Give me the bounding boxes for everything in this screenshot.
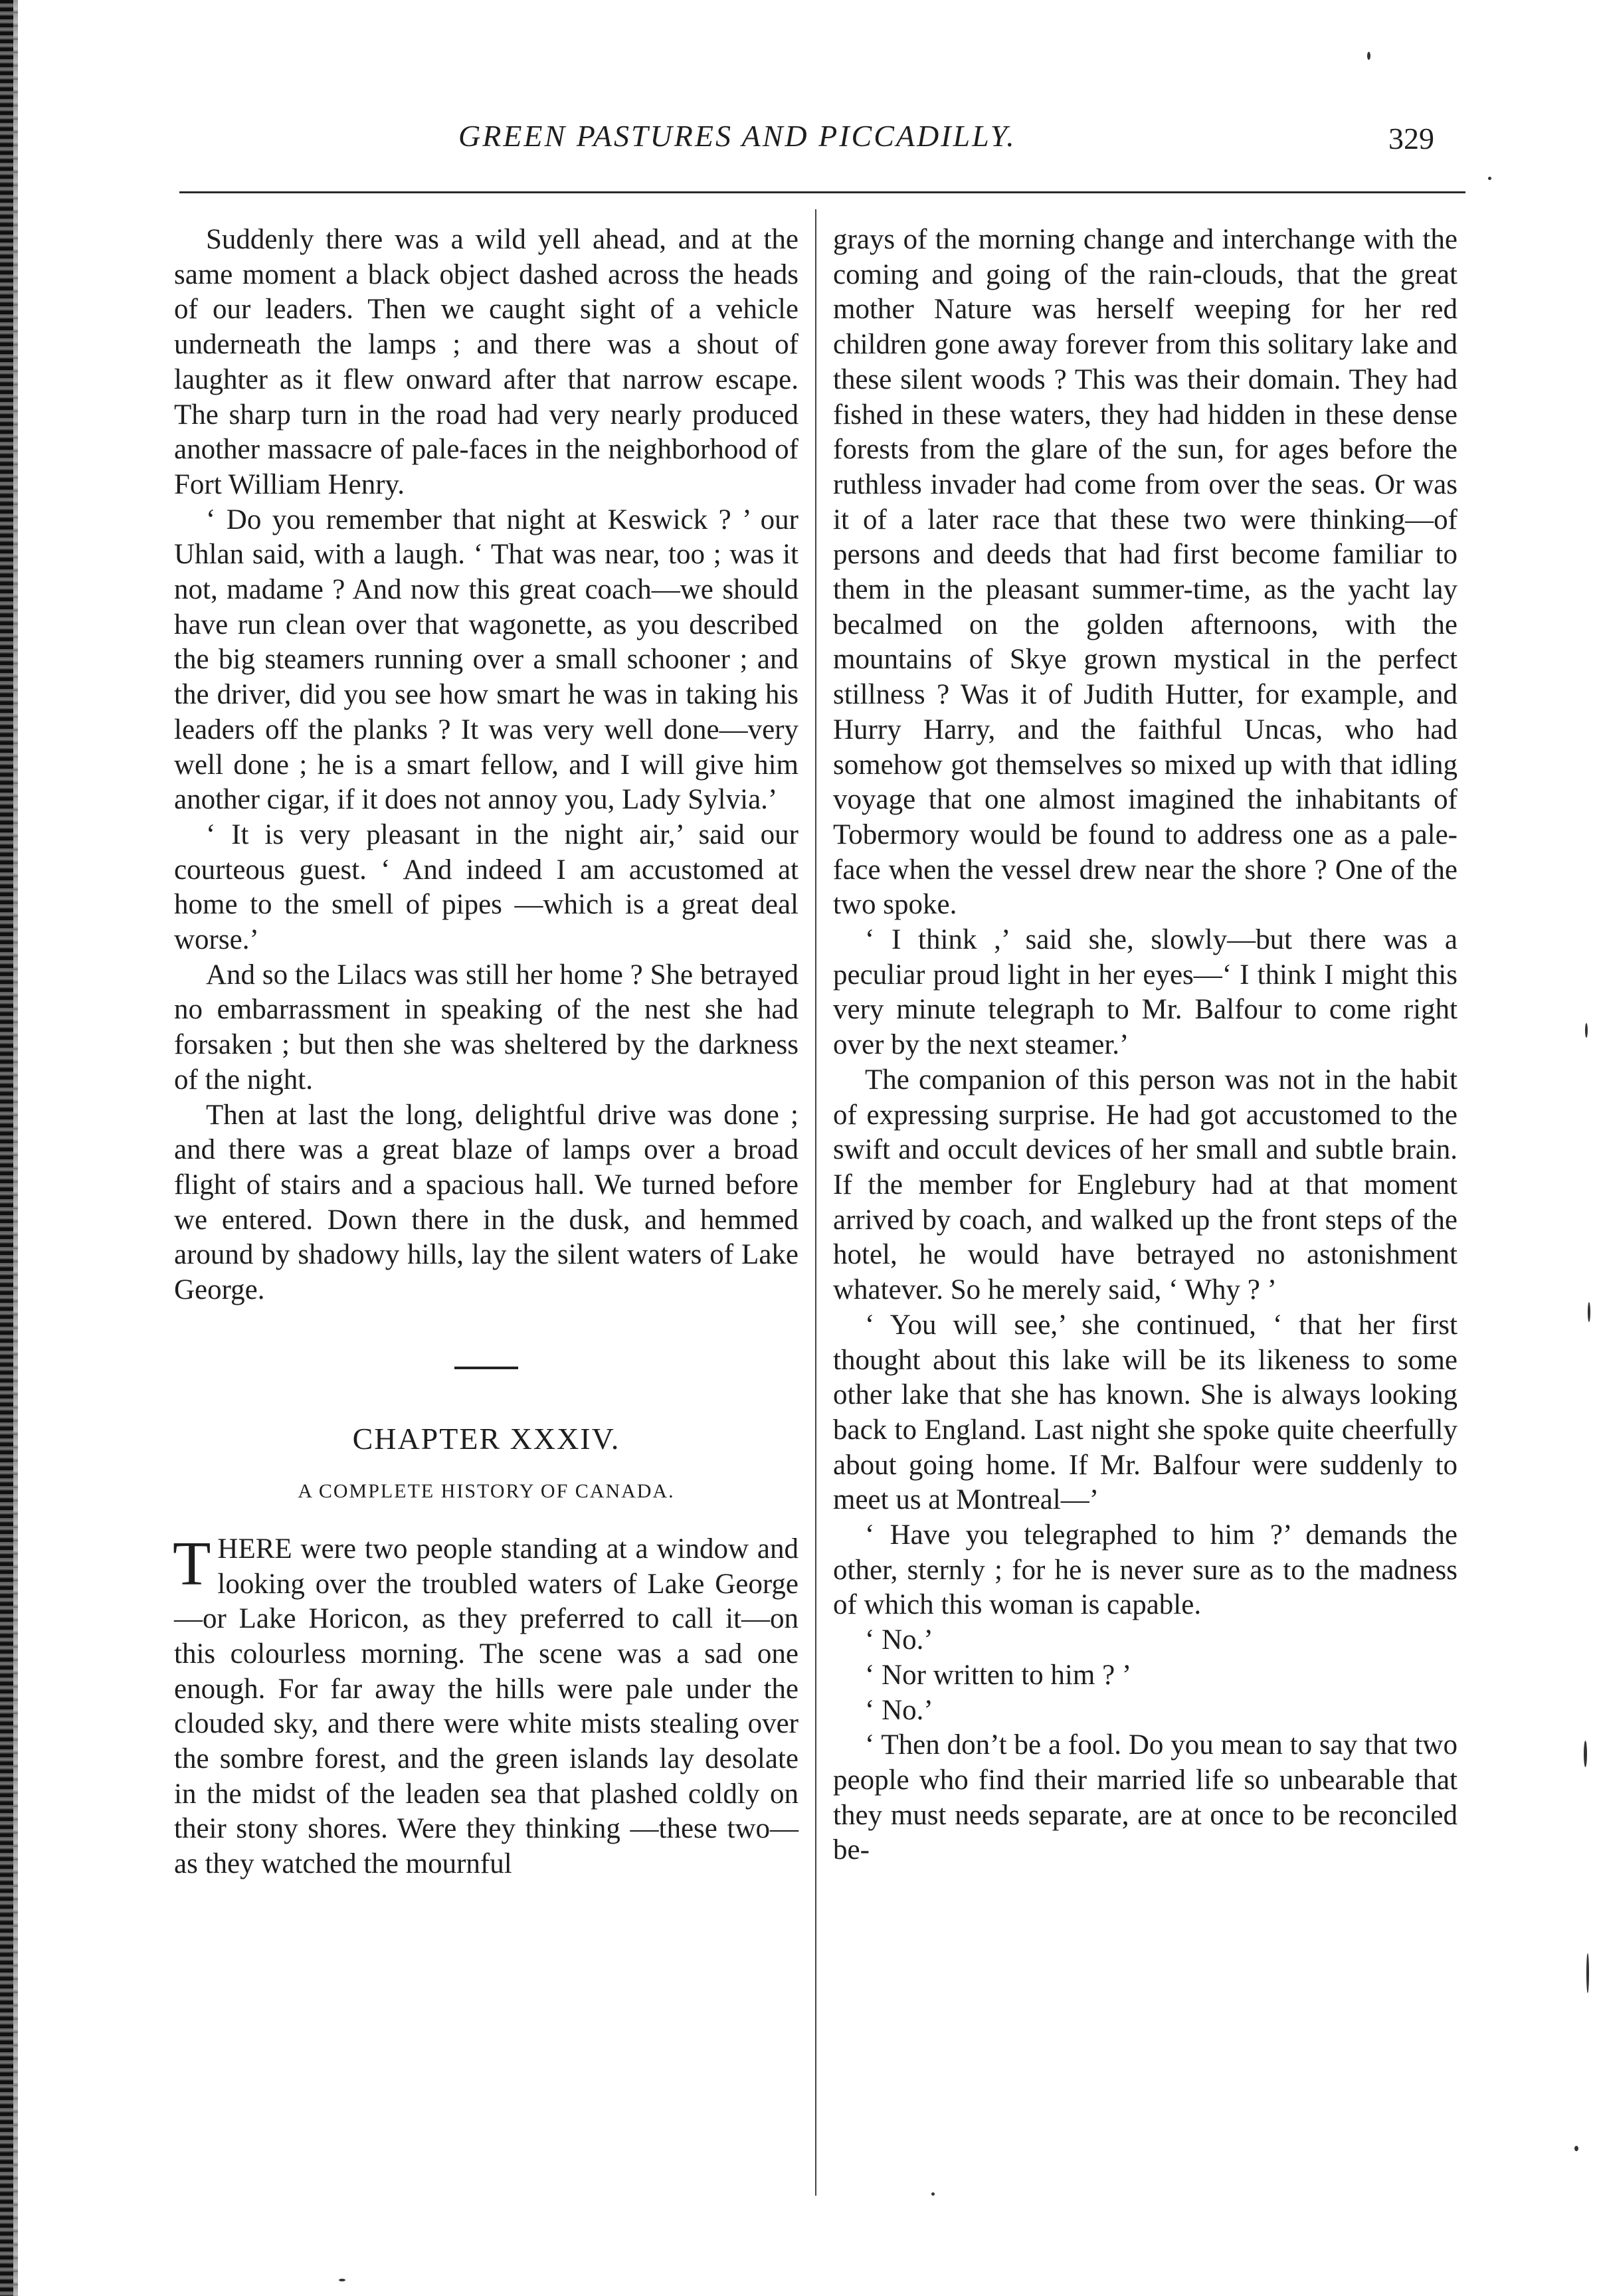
paragraph: Then at last the long, delightful drive was done ; and there was a great blaze of lamps over a broad flight of stairs and a spacious hall. We turned before we entered. Down there in the dusk, and hemmed around by shadowy hills, lay the silent waters of Lake George.: [174, 1099, 798, 1306]
paragraph: ‘ Nor written to him ? ’: [865, 1659, 1132, 1691]
scan-speck: [1588, 1302, 1590, 1322]
chapter-subtitle: A COMPLETE HISTORY OF CANADA.: [298, 1480, 675, 1502]
scan-speck: [1586, 1953, 1589, 1993]
header-rule: [179, 191, 1465, 193]
paragraph: And so the Lilacs was still her home ? She betrayed no embarrassment in speaking of the nest she had forsaken ; but then she was sheltered by the darkness of the night.: [174, 959, 798, 1096]
book-spine-edge: [0, 0, 13, 2296]
scan-speck: [1574, 2146, 1578, 2151]
left-column: [174, 223, 798, 1882]
paragraph: Suddenly there was a wild yell ahead, and at the same moment a black object dashed across the heads of our leaders. Then we caught sight of a vehicle underneath the lamps ; and there was a shout of laughter as it flew onward after that narrow escape. The sharp turn in the road had very nearly produced another massacre of pale-faces in the neighborhood of Fort William Henry.: [174, 224, 798, 500]
paragraph: ‘ Then don’t be a fool. Do you mean to say that two people who find their married life so unbearable that they must needs separate, are at once to be reconciled be-: [833, 1729, 1457, 1866]
paragraph: grays of the morning change and interchange with the coming and going of the rain-clouds, that the great mother Nature was herself weeping for her red children gone away forever from this solitary lake and these silent woods ? This was their domain. They had fished in these waters, they had hidden in these dense forests from the glare of the sun, for ages before the ruthless invader had come from over the seas. Or was it of a later race that these two were thinking—of persons and deeds that had first become familiar to them in the pleasant summer-time, as the yacht lay becalmed on the golden afternoons, with the mountains of Skye grown mystical in the perfect stillness ? Was it of Judith Hutter, for example, and Hurry Harry, and the faithful Uncas, who had somehow got themselves so mixed up with that idling voyage that one almost imagined the inhabitants of Tobermory would be found to address one as a pale-face when the vessel drew near the shore ? One of the two spoke.: [833, 224, 1457, 921]
scan-speck: [1584, 1741, 1587, 1767]
right-column: [833, 223, 1457, 1868]
paragraph: ‘ No.’: [865, 1624, 933, 1656]
chapter-separator-rule: [454, 1367, 518, 1369]
scan-speck: [339, 2279, 345, 2281]
paragraph: ‘ Do you remember that night at Keswick ? ’ our Uhlan said, with a laugh. ‘ That was near, too ; was it not, madame ? And now this great coach—we should have run clean over that wagonette, as you described the big steamers running over a small schooner ; and the driver, did you see how smart he was in taking his leaders off the planks ? It was very well done—very well done ; he is a smart fellow, and I will give him another cigar, if it does not annoy you, Lady Sylvia.’: [174, 504, 798, 816]
page-number: 329: [1388, 122, 1434, 155]
scan-speck: [1488, 177, 1491, 180]
paragraph: ‘ You will see,’ she continued, ‘ that her first thought about this lake will be its likeness to some other lake that she has known. She is always looking back to England. Last night she spoke quite cheerfully about going home. If Mr. Balfour were suddenly to meet us at Montreal—’: [833, 1309, 1457, 1516]
chapter-heading: CHAPTER XXXIV.: [352, 1421, 620, 1456]
running-title: GREEN PASTURES AND PICCADILLY.: [458, 119, 1016, 153]
scan-speck: [1367, 52, 1370, 60]
column-divider: [815, 209, 816, 2196]
book-spine-shadow: [13, 0, 18, 2296]
drop-cap: T: [173, 1529, 211, 1598]
paragraph: ‘ It is very pleasant in the night air,’ said our courteous guest. ‘ And indeed I am accustomed at home to the smell of pipes —which is a great deal worse.’: [174, 818, 798, 956]
paragraph: ‘ Have you telegraphed to him ?’ demands the other, sternly ; for he is never sure as to the madness of which this woman is capable.: [833, 1519, 1457, 1621]
paragraph: ‘ No.’: [865, 1694, 933, 1726]
chapter-opening-text: HERE were two people standing at a window and looking over the troubled waters of Lake George—or Lake Horicon, as they preferred to call it—on this colourless morning. The scene was a sad one enough. For far away the hills were pale under the clouded sky, and there were white mists stealing over the sombre forest, and the green islands lay desolate in the midst of the leaden sea that plashed coldly on their stony shores. Were they thinking —these two—as they watched the mournful: [174, 1533, 798, 1880]
scan-speck: [1585, 1023, 1588, 1038]
scan-speck: [931, 2192, 935, 2196]
paragraph: The companion of this person was not in the habit of expressing surprise. He had got accustomed to the swift and occult devices of her small and subtle brain. If the member for Englebury had at that moment arrived by coach, and walked up the front steps of the hotel, he would have betrayed no astonishment whatever. So he merely said, ‘ Why ? ’: [833, 1064, 1457, 1306]
chapter-opening-paragraph: [173, 1529, 798, 1882]
paragraph: ‘ I think ,’ said she, slowly—but there was a peculiar proud light in her eyes—‘ I think I might this very minute telegraph to Mr. Balfour to come right over by the next steamer.’: [833, 924, 1457, 1061]
